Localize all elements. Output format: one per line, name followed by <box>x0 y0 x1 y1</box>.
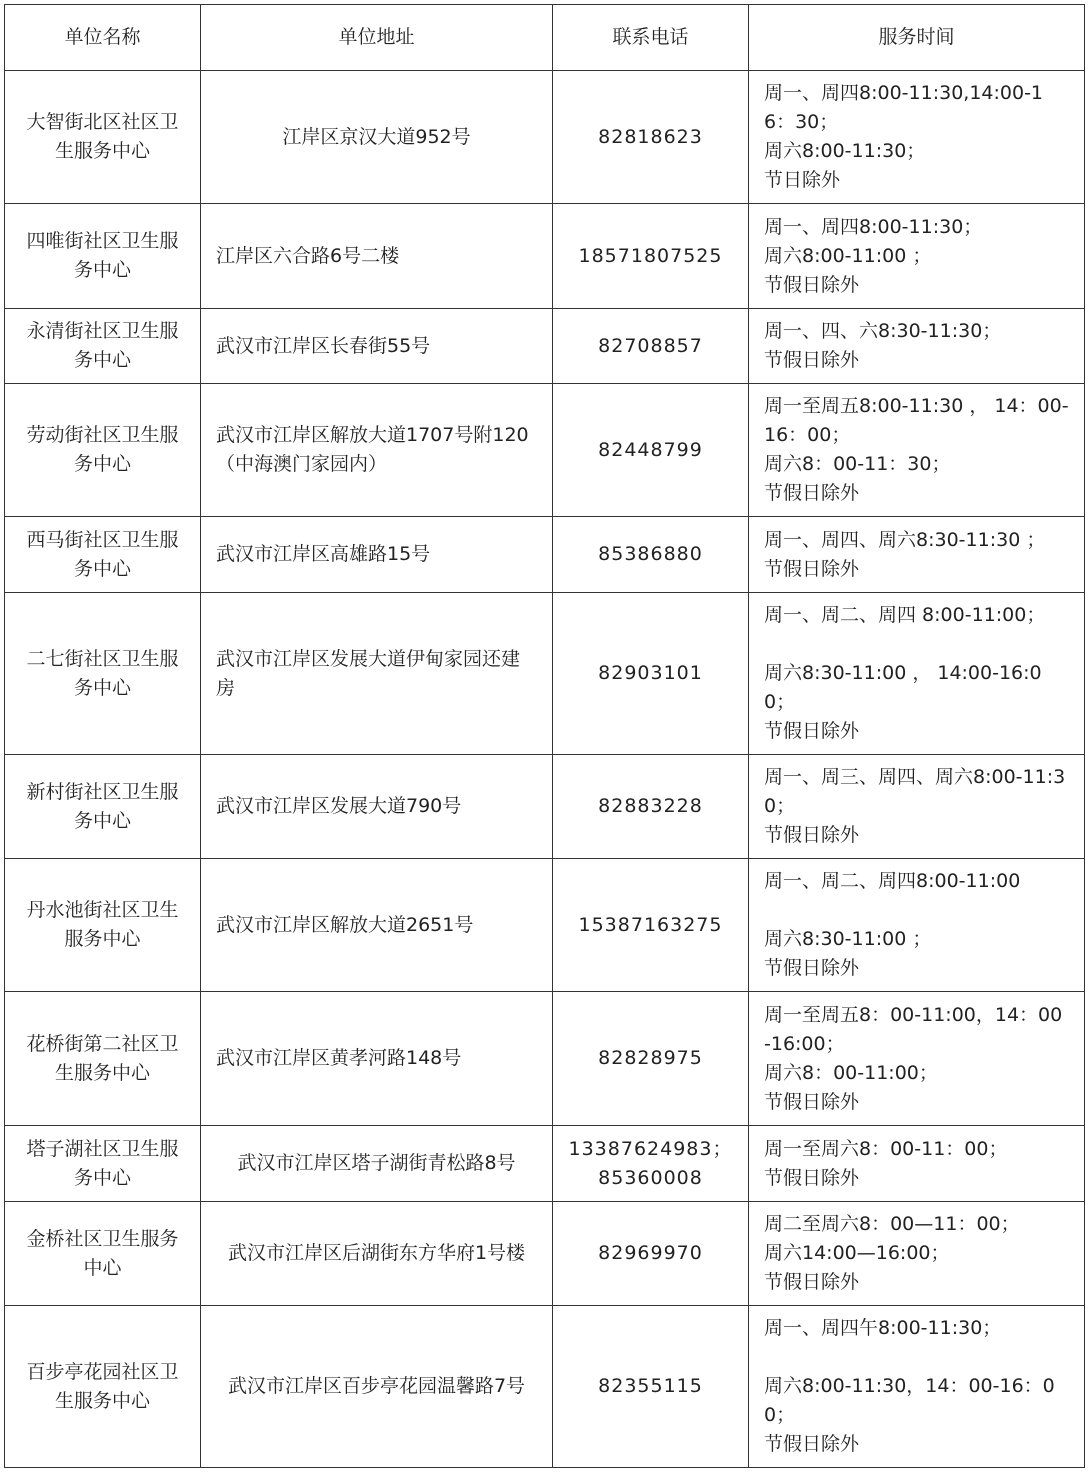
center-hours: 周一、周四8:00-11:30； 周六8:00-11:00 ； 节假日除外 <box>749 204 1085 309</box>
center-hours: 周一、周二、周四 8:00-11:00； 周六8:30-11:00 ， 14:00-16:00； 节假日除外 <box>749 593 1085 755</box>
center-hours: 周一、四、六8:30-11:30； 节假日除外 <box>749 309 1085 384</box>
table-row <box>5 309 1085 384</box>
center-phone: 85386880 <box>553 517 749 593</box>
center-address: 江岸区六合路6号二楼 <box>201 204 553 309</box>
header-phone: 联系电话 <box>553 5 749 71</box>
center-phone: 82828975 <box>553 992 749 1126</box>
header-hours: 服务时间 <box>749 5 1085 71</box>
center-name: 西马街社区卫生服务中心 <box>5 517 201 593</box>
center-phone: 82448799 <box>553 384 749 517</box>
center-address: 武汉市江岸区百步亭花园温馨路7号 <box>201 1306 553 1468</box>
table-row <box>5 204 1085 309</box>
center-name: 丹水池街社区卫生服务中心 <box>5 859 201 992</box>
center-phone: 82355115 <box>553 1306 749 1468</box>
center-address: 武汉市江岸区发展大道790号 <box>201 755 553 859</box>
table-row <box>5 384 1085 517</box>
center-phone: 15387163275 <box>553 859 749 992</box>
table-row <box>5 1202 1085 1306</box>
center-phone: 82708857 <box>553 309 749 384</box>
center-name: 花桥街第二社区卫生服务中心 <box>5 992 201 1126</box>
table-row <box>5 593 1085 755</box>
center-name: 大智街北区社区卫生服务中心 <box>5 71 201 204</box>
table-row <box>5 1306 1085 1468</box>
center-address: 武汉市江岸区解放大道1707号附120（中海澳门家园内） <box>201 384 553 517</box>
center-name: 新村街社区卫生服务中心 <box>5 755 201 859</box>
center-phone: 82883228 <box>553 755 749 859</box>
center-phone: 82969970 <box>553 1202 749 1306</box>
center-hours: 周一至周六8：00-11：00； 节假日除外 <box>749 1126 1085 1202</box>
header-row <box>5 5 1085 71</box>
center-address: 武汉市江岸区解放大道2651号 <box>201 859 553 992</box>
center-hours: 周一、周三、周四、周六8:00-11:30； 节假日除外 <box>749 755 1085 859</box>
table-row <box>5 1126 1085 1202</box>
table-row <box>5 992 1085 1126</box>
center-hours: 周一、周四午8:00-11:30； 周六8:00-11:30，14：00-16：00； 节假日除外 <box>749 1306 1085 1468</box>
center-name: 劳动街社区卫生服务中心 <box>5 384 201 517</box>
center-address: 武汉市江岸区高雄路15号 <box>201 517 553 593</box>
service-center-table <box>4 4 1085 1468</box>
header-name: 单位名称 <box>5 5 201 71</box>
center-phone: 13387624983；85360008 <box>553 1126 749 1202</box>
center-name: 永清街社区卫生服务中心 <box>5 309 201 384</box>
header-address: 单位地址 <box>201 5 553 71</box>
table-row <box>5 859 1085 992</box>
center-name: 百步亭花园社区卫生服务中心 <box>5 1306 201 1468</box>
center-name: 四唯街社区卫生服务中心 <box>5 204 201 309</box>
table-row <box>5 517 1085 593</box>
center-phone: 82818623 <box>553 71 749 204</box>
center-hours: 周一至周五8：00-11:00，14：00-16:00； 周六8：00-11:00； 节假日除外 <box>749 992 1085 1126</box>
center-address: 武汉市江岸区黄孝河路148号 <box>201 992 553 1126</box>
center-phone: 82903101 <box>553 593 749 755</box>
center-address: 武汉市江岸区后湖街东方华府1号楼 <box>201 1202 553 1306</box>
center-hours: 周二至周六8：00—11：00； 周六14:00—16:00； 节假日除外 <box>749 1202 1085 1306</box>
center-phone: 18571807525 <box>553 204 749 309</box>
center-hours: 周一至周五8:00-11:30 ， 14：00-16：00； 周六8：00-11：30； 节假日除外 <box>749 384 1085 517</box>
center-address: 江岸区京汉大道952号 <box>201 71 553 204</box>
center-hours: 周一、周二、周四8:00-11:00 周六8:30-11:00 ； 节假日除外 <box>749 859 1085 992</box>
center-name: 二七街社区卫生服务中心 <box>5 593 201 755</box>
table-row <box>5 71 1085 204</box>
center-hours: 周一、周四、周六8:30-11:30 ； 节假日除外 <box>749 517 1085 593</box>
center-name: 金桥社区卫生服务中心 <box>5 1202 201 1306</box>
table-row <box>5 755 1085 859</box>
center-address: 武汉市江岸区长春街55号 <box>201 309 553 384</box>
center-name: 塔子湖社区卫生服务中心 <box>5 1126 201 1202</box>
center-hours: 周一、周四8:00-11:30,14:00-16：30； 周六8:00-11:30； 节日除外 <box>749 71 1085 204</box>
center-address: 武汉市江岸区塔子湖街青松路8号 <box>201 1126 553 1202</box>
center-address: 武汉市江岸区发展大道伊甸家园还建房 <box>201 593 553 755</box>
